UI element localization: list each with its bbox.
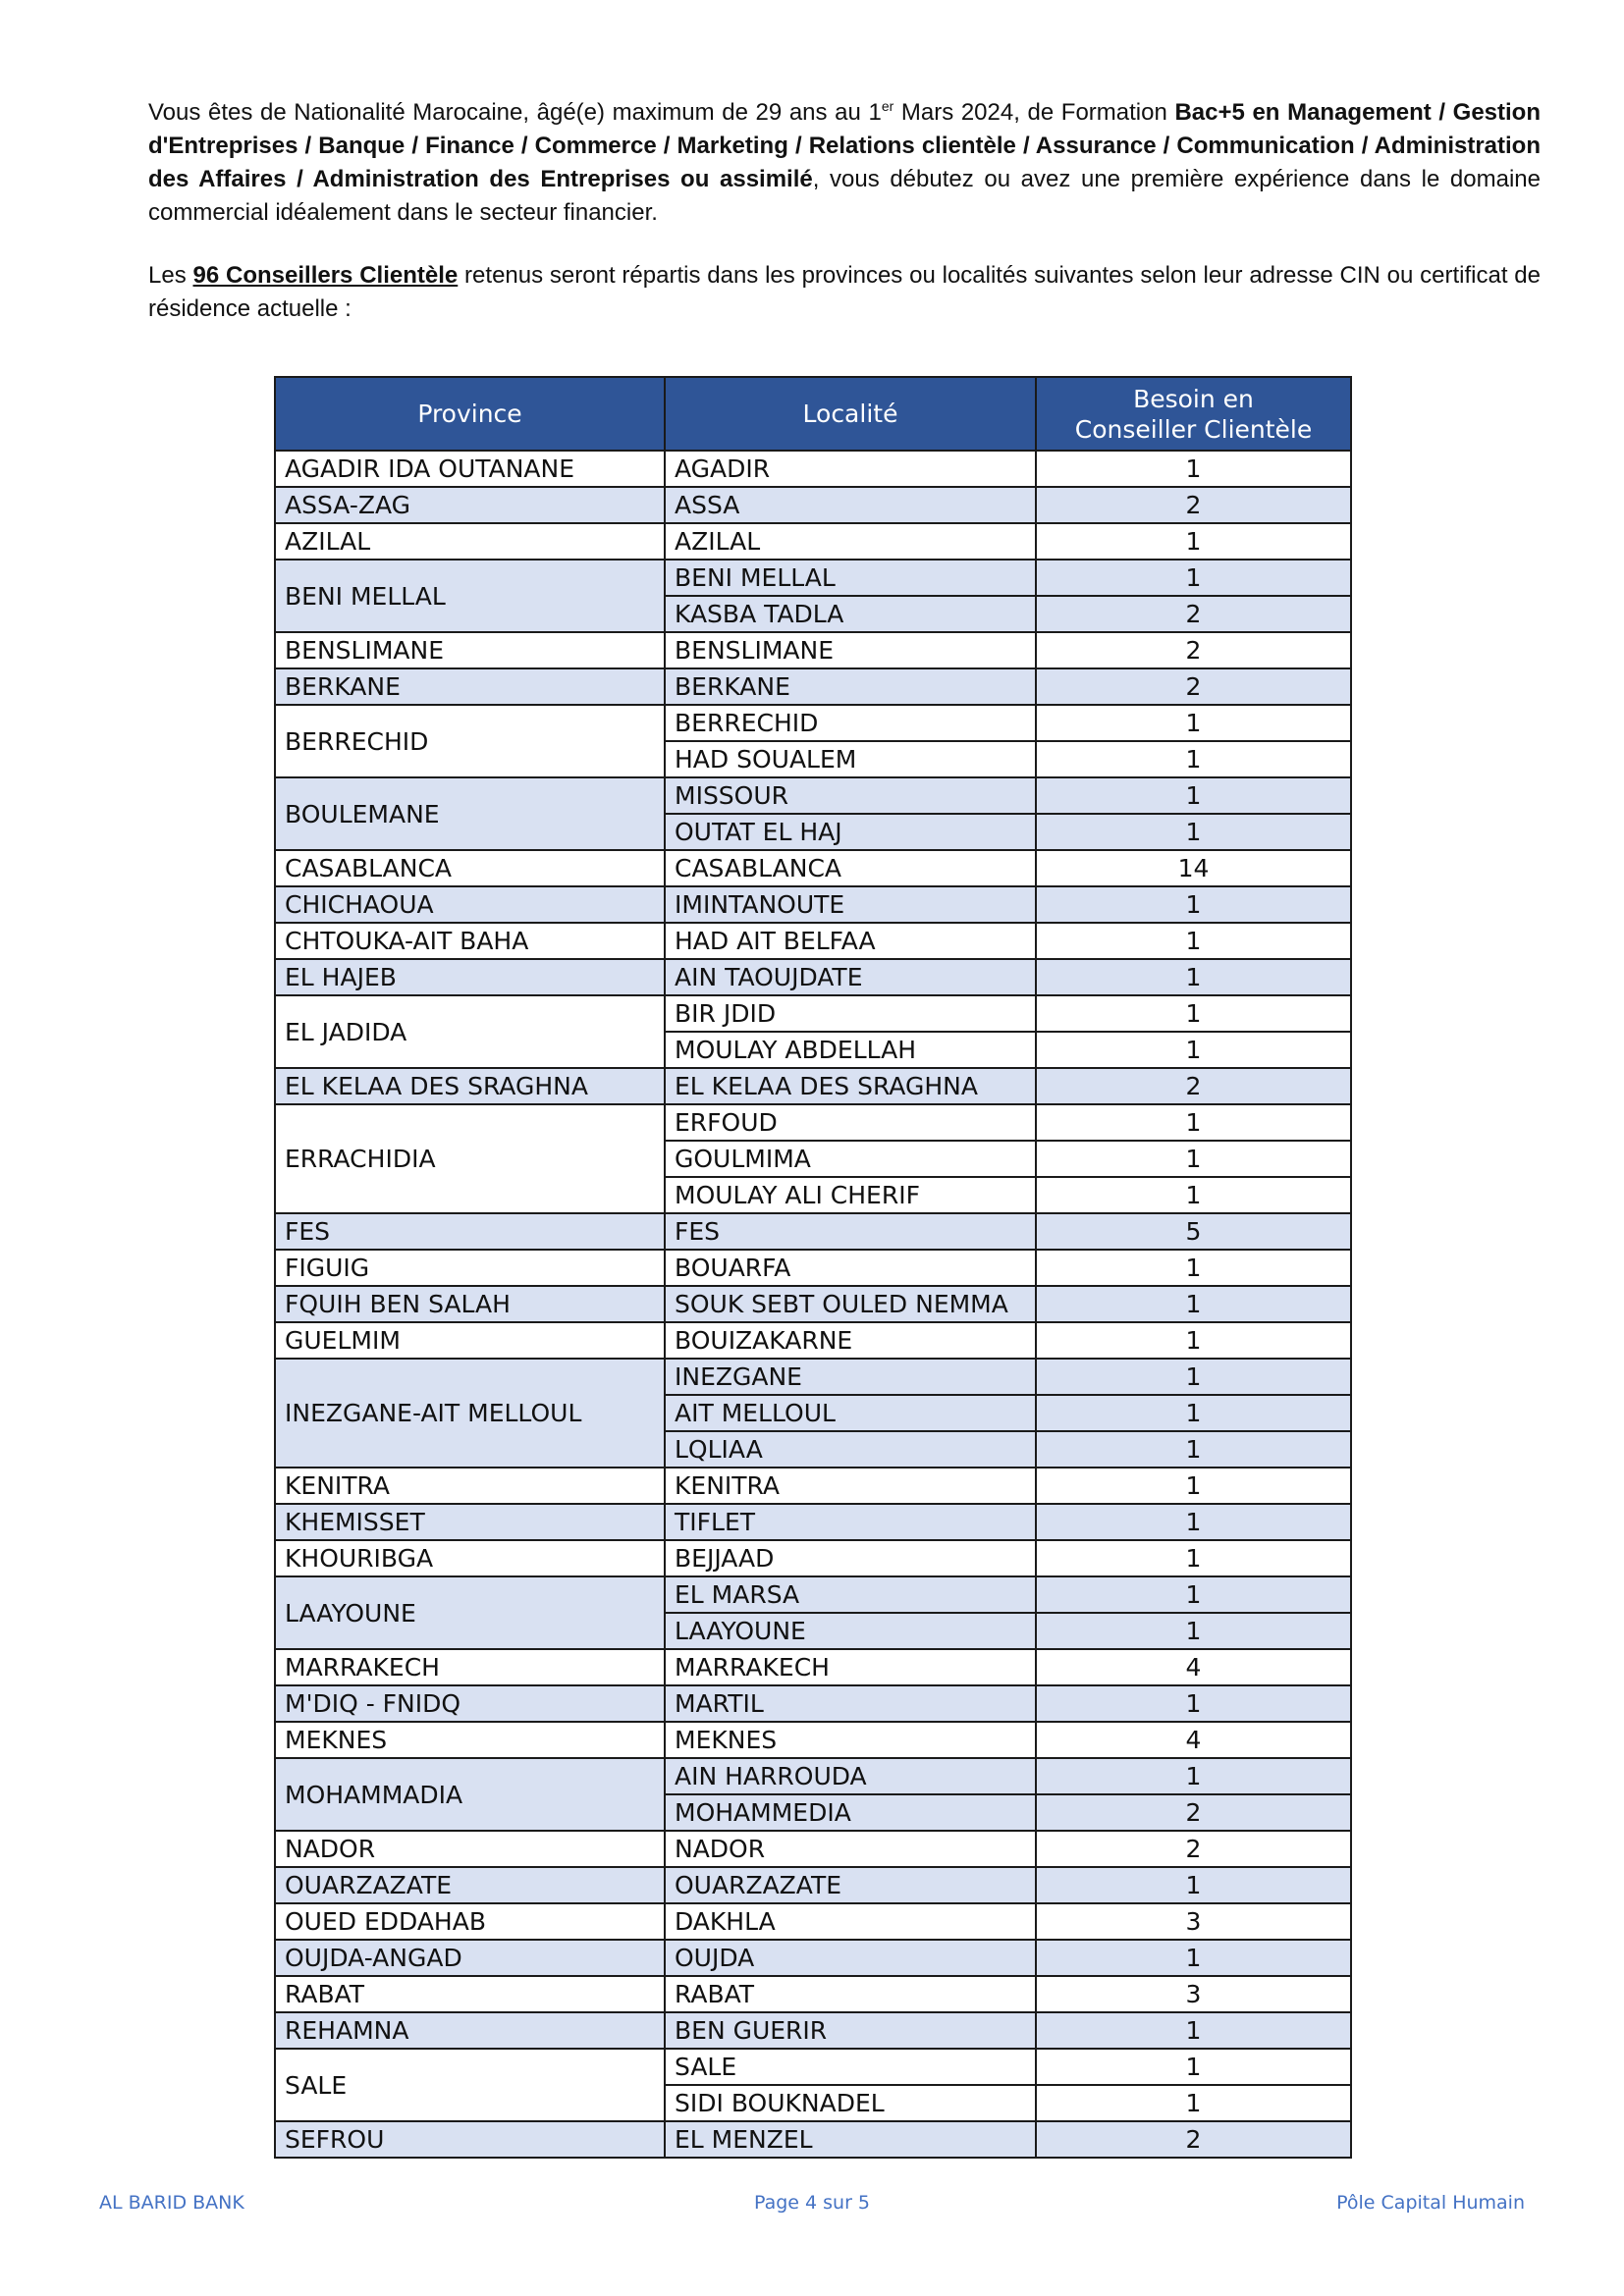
besoin-cell: 1 [1036, 923, 1351, 959]
header-besoin-label: Besoin en Conseiller Clientèle [1074, 384, 1313, 444]
besoin-cell: 1 [1036, 1940, 1351, 1976]
header-localite: Localité [665, 377, 1036, 451]
localite-cell: SIDI BOUKNADEL [665, 2085, 1036, 2121]
besoin-cell: 2 [1036, 2121, 1351, 2158]
besoin-cell: 2 [1036, 632, 1351, 668]
header-province: Province [275, 377, 665, 451]
besoin-cell: 2 [1036, 1831, 1351, 1867]
training-requirements: Bac+5 en Management / Gestion d'Entreprises / Banque / Finance / Commerce / Marketing / Relations clientèle / Assurance / Communication / Administration des Affaires / Administration des Entreprises ou assimilé [148, 99, 1542, 192]
besoin-cell: 1 [1036, 1504, 1351, 1540]
advisor-count: 96 Conseillers Clientèle [192, 262, 459, 289]
localite-cell: HAD AIT BELFAA [665, 923, 1036, 959]
besoin-cell: 1 [1036, 1141, 1351, 1177]
localite-cell: SOUK SEBT OULED NEMMA [665, 1286, 1036, 1322]
table-row [275, 1468, 1351, 1504]
besoin-cell: 1 [1036, 1758, 1351, 1794]
table-row [275, 886, 1351, 923]
table-row [275, 1504, 1351, 1540]
table-row [275, 1104, 1351, 1141]
province-cell: MARRAKECH [275, 1649, 665, 1685]
besoin-cell: 1 [1036, 1177, 1351, 1213]
localite-cell: AIT MELLOUL [665, 1395, 1036, 1431]
besoin-cell: 1 [1036, 1359, 1351, 1395]
localite-cell: DAKHLA [665, 1903, 1036, 1940]
province-cell: AGADIR IDA OUTANANE [275, 451, 665, 487]
province-cell: OUJDA-ANGAD [275, 1940, 665, 1976]
province-cell: FIGUIG [275, 1250, 665, 1286]
besoin-cell: 1 [1036, 1322, 1351, 1359]
besoin-cell: 3 [1036, 1976, 1351, 2012]
table-row [275, 1649, 1351, 1685]
localite-cell: AIN TAOUJDATE [665, 959, 1036, 995]
province-cell: FES [275, 1213, 665, 1250]
footer-bank-name: AL BARID BANK [99, 2192, 244, 2214]
province-cell: BENSLIMANE [275, 632, 665, 668]
besoin-cell: 1 [1036, 2012, 1351, 2049]
province-cell: CHICHAOUA [275, 886, 665, 923]
table-row [275, 1250, 1351, 1286]
localite-cell: BIR JDID [665, 995, 1036, 1032]
besoin-cell: 5 [1036, 1213, 1351, 1250]
besoin-cell: 1 [1036, 1104, 1351, 1141]
besoin-cell: 1 [1036, 1250, 1351, 1286]
besoin-cell: 1 [1036, 777, 1351, 814]
localite-cell: OUTAT EL HAJ [665, 814, 1036, 850]
localite-cell: MARTIL [665, 1685, 1036, 1722]
besoin-cell: 1 [1036, 1286, 1351, 1322]
province-cell: M'DIQ - FNIDQ [275, 1685, 665, 1722]
besoin-cell: 1 [1036, 995, 1351, 1032]
besoin-cell: 1 [1036, 741, 1351, 777]
table-row [275, 923, 1351, 959]
province-cell: CASABLANCA [275, 850, 665, 886]
besoin-cell: 1 [1036, 1468, 1351, 1504]
table-row [275, 1286, 1351, 1322]
footer-department: Pôle Capital Humain [1336, 2192, 1525, 2214]
besoin-cell: 2 [1036, 596, 1351, 632]
localite-cell: BOUARFA [665, 1250, 1036, 1286]
localite-cell: OUARZAZATE [665, 1867, 1036, 1903]
header-besoin [1036, 377, 1351, 451]
province-cell: OUED EDDAHAB [275, 1903, 665, 1940]
province-cell: MEKNES [275, 1722, 665, 1758]
province-cell: ASSA-ZAG [275, 487, 665, 523]
table-row [275, 2012, 1351, 2049]
province-cell: AZILAL [275, 523, 665, 560]
table-row [275, 2121, 1351, 2158]
localite-cell: AZILAL [665, 523, 1036, 560]
besoin-cell: 1 [1036, 1685, 1351, 1722]
besoin-cell: 2 [1036, 668, 1351, 705]
province-cell: SEFROU [275, 2121, 665, 2158]
province-cell: INEZGANE-AIT MELLOUL [275, 1359, 665, 1468]
besoin-cell: 1 [1036, 451, 1351, 487]
localite-cell: ERFOUD [665, 1104, 1036, 1141]
table-row [275, 1685, 1351, 1722]
table-row [275, 1940, 1351, 1976]
besoin-cell: 4 [1036, 1722, 1351, 1758]
besoin-cell: 1 [1036, 814, 1351, 850]
province-cell: KHEMISSET [275, 1504, 665, 1540]
localite-cell: BEJJAAD [665, 1540, 1036, 1576]
localite-cell: MOHAMMEDIA [665, 1794, 1036, 1831]
province-cell: SALE [275, 2049, 665, 2121]
besoin-cell: 1 [1036, 2085, 1351, 2121]
table-row [275, 1540, 1351, 1576]
localite-cell: HAD SOUALEM [665, 741, 1036, 777]
table-row [275, 1576, 1351, 1613]
intro-text: retenus seront répartis dans les provinces ou localités suivantes selon leur adresse CIN ou certificat de résidence actuelle : [148, 262, 1542, 322]
superscript: er [881, 98, 894, 114]
localite-cell: BERRECHID [665, 705, 1036, 741]
localite-cell: INEZGANE [665, 1359, 1036, 1395]
besoin-cell: 2 [1036, 1068, 1351, 1104]
localite-cell: KENITRA [665, 1468, 1036, 1504]
localite-cell: OUJDA [665, 1940, 1036, 1976]
besoin-cell: 1 [1036, 1613, 1351, 1649]
province-cell: BENI MELLAL [275, 560, 665, 632]
besoin-cell: 2 [1036, 487, 1351, 523]
table-row [275, 1359, 1351, 1395]
table-row [275, 668, 1351, 705]
footer-page-number: Page 4 sur 5 [753, 2192, 871, 2214]
localite-cell: IMINTANOUTE [665, 886, 1036, 923]
allocation-table [274, 376, 1352, 2159]
province-cell: FQUIH BEN SALAH [275, 1286, 665, 1322]
table-row [275, 1903, 1351, 1940]
localite-cell: BENSLIMANE [665, 632, 1036, 668]
besoin-cell: 1 [1036, 1431, 1351, 1468]
localite-cell: MEKNES [665, 1722, 1036, 1758]
table-row [275, 1068, 1351, 1104]
table-row [275, 2049, 1351, 2085]
localite-cell: NADOR [665, 1831, 1036, 1867]
province-cell: REHAMNA [275, 2012, 665, 2049]
intro-paragraph-1 [148, 96, 1541, 230]
localite-cell: RABAT [665, 1976, 1036, 2012]
table-row [275, 451, 1351, 487]
besoin-cell: 4 [1036, 1649, 1351, 1685]
province-cell: MOHAMMADIA [275, 1758, 665, 1831]
province-cell: NADOR [275, 1831, 665, 1867]
localite-cell: BERKANE [665, 668, 1036, 705]
table-row [275, 1722, 1351, 1758]
intro-text: Mars 2024, de Formation [893, 99, 1175, 126]
localite-cell: SALE [665, 2049, 1036, 2085]
province-cell: EL KELAA DES SRAGHNA [275, 1068, 665, 1104]
besoin-cell: 1 [1036, 1395, 1351, 1431]
table-row [275, 777, 1351, 814]
province-cell: KENITRA [275, 1468, 665, 1504]
besoin-cell: 1 [1036, 523, 1351, 560]
province-cell: EL JADIDA [275, 995, 665, 1068]
besoin-cell: 3 [1036, 1903, 1351, 1940]
localite-cell: GOULMIMA [665, 1141, 1036, 1177]
table-row [275, 632, 1351, 668]
localite-cell: TIFLET [665, 1504, 1036, 1540]
intro-text: Vous êtes de Nationalité Marocaine, âgé(e) maximum de 29 ans au 1 [148, 99, 882, 126]
table-header-row [275, 377, 1351, 451]
table-body [275, 451, 1351, 2158]
localite-cell: BOUIZAKARNE [665, 1322, 1036, 1359]
localite-cell: LQLIAA [665, 1431, 1036, 1468]
besoin-cell: 2 [1036, 1794, 1351, 1831]
besoin-cell: 1 [1036, 2049, 1351, 2085]
province-cell: KHOURIBGA [275, 1540, 665, 1576]
table-row [275, 1322, 1351, 1359]
localite-cell: EL KELAA DES SRAGHNA [665, 1068, 1036, 1104]
province-cell: EL HAJEB [275, 959, 665, 995]
besoin-cell: 1 [1036, 886, 1351, 923]
besoin-cell: 1 [1036, 1867, 1351, 1903]
province-cell: ERRACHIDIA [275, 1104, 665, 1213]
intro-paragraph-2 [148, 259, 1541, 326]
province-cell: CHTOUKA-AIT BAHA [275, 923, 665, 959]
besoin-cell: 1 [1036, 959, 1351, 995]
localite-cell: AGADIR [665, 451, 1036, 487]
intro-text: , vous débutez ou avez une première expérience dans le domaine commercial idéalement dans le secteur financier. [148, 166, 1541, 226]
besoin-cell: 1 [1036, 560, 1351, 596]
localite-cell: EL MARSA [665, 1576, 1036, 1613]
besoin-cell: 1 [1036, 1576, 1351, 1613]
localite-cell: ASSA [665, 487, 1036, 523]
besoin-cell: 1 [1036, 1540, 1351, 1576]
province-cell: OUARZAZATE [275, 1867, 665, 1903]
table-row [275, 1213, 1351, 1250]
province-cell: GUELMIM [275, 1322, 665, 1359]
localite-cell: CASABLANCA [665, 850, 1036, 886]
localite-cell: MISSOUR [665, 777, 1036, 814]
localite-cell: EL MENZEL [665, 2121, 1036, 2158]
localite-cell: BEN GUERIR [665, 2012, 1036, 2049]
localite-cell: MOULAY ABDELLAH [665, 1032, 1036, 1068]
province-cell: BOULEMANE [275, 777, 665, 850]
localite-cell: AIN HARROUDA [665, 1758, 1036, 1794]
province-cell: LAAYOUNE [275, 1576, 665, 1649]
table-row [275, 1867, 1351, 1903]
table-row [275, 850, 1351, 886]
province-cell: BERRECHID [275, 705, 665, 777]
intro-text: Les [148, 262, 193, 289]
table-row [275, 1831, 1351, 1867]
table-row [275, 1758, 1351, 1794]
besoin-cell: 1 [1036, 705, 1351, 741]
table-row [275, 995, 1351, 1032]
table-row [275, 560, 1351, 596]
localite-cell: BENI MELLAL [665, 560, 1036, 596]
province-cell: RABAT [275, 1976, 665, 2012]
localite-cell: LAAYOUNE [665, 1613, 1036, 1649]
province-cell: BERKANE [275, 668, 665, 705]
table-row [275, 705, 1351, 741]
table-row [275, 1976, 1351, 2012]
table-row [275, 959, 1351, 995]
localite-cell: KASBA TADLA [665, 596, 1036, 632]
localite-cell: MOULAY ALI CHERIF [665, 1177, 1036, 1213]
table-row [275, 523, 1351, 560]
localite-cell: FES [665, 1213, 1036, 1250]
localite-cell: MARRAKECH [665, 1649, 1036, 1685]
besoin-cell: 14 [1036, 850, 1351, 886]
besoin-cell: 1 [1036, 1032, 1351, 1068]
table-row [275, 487, 1351, 523]
